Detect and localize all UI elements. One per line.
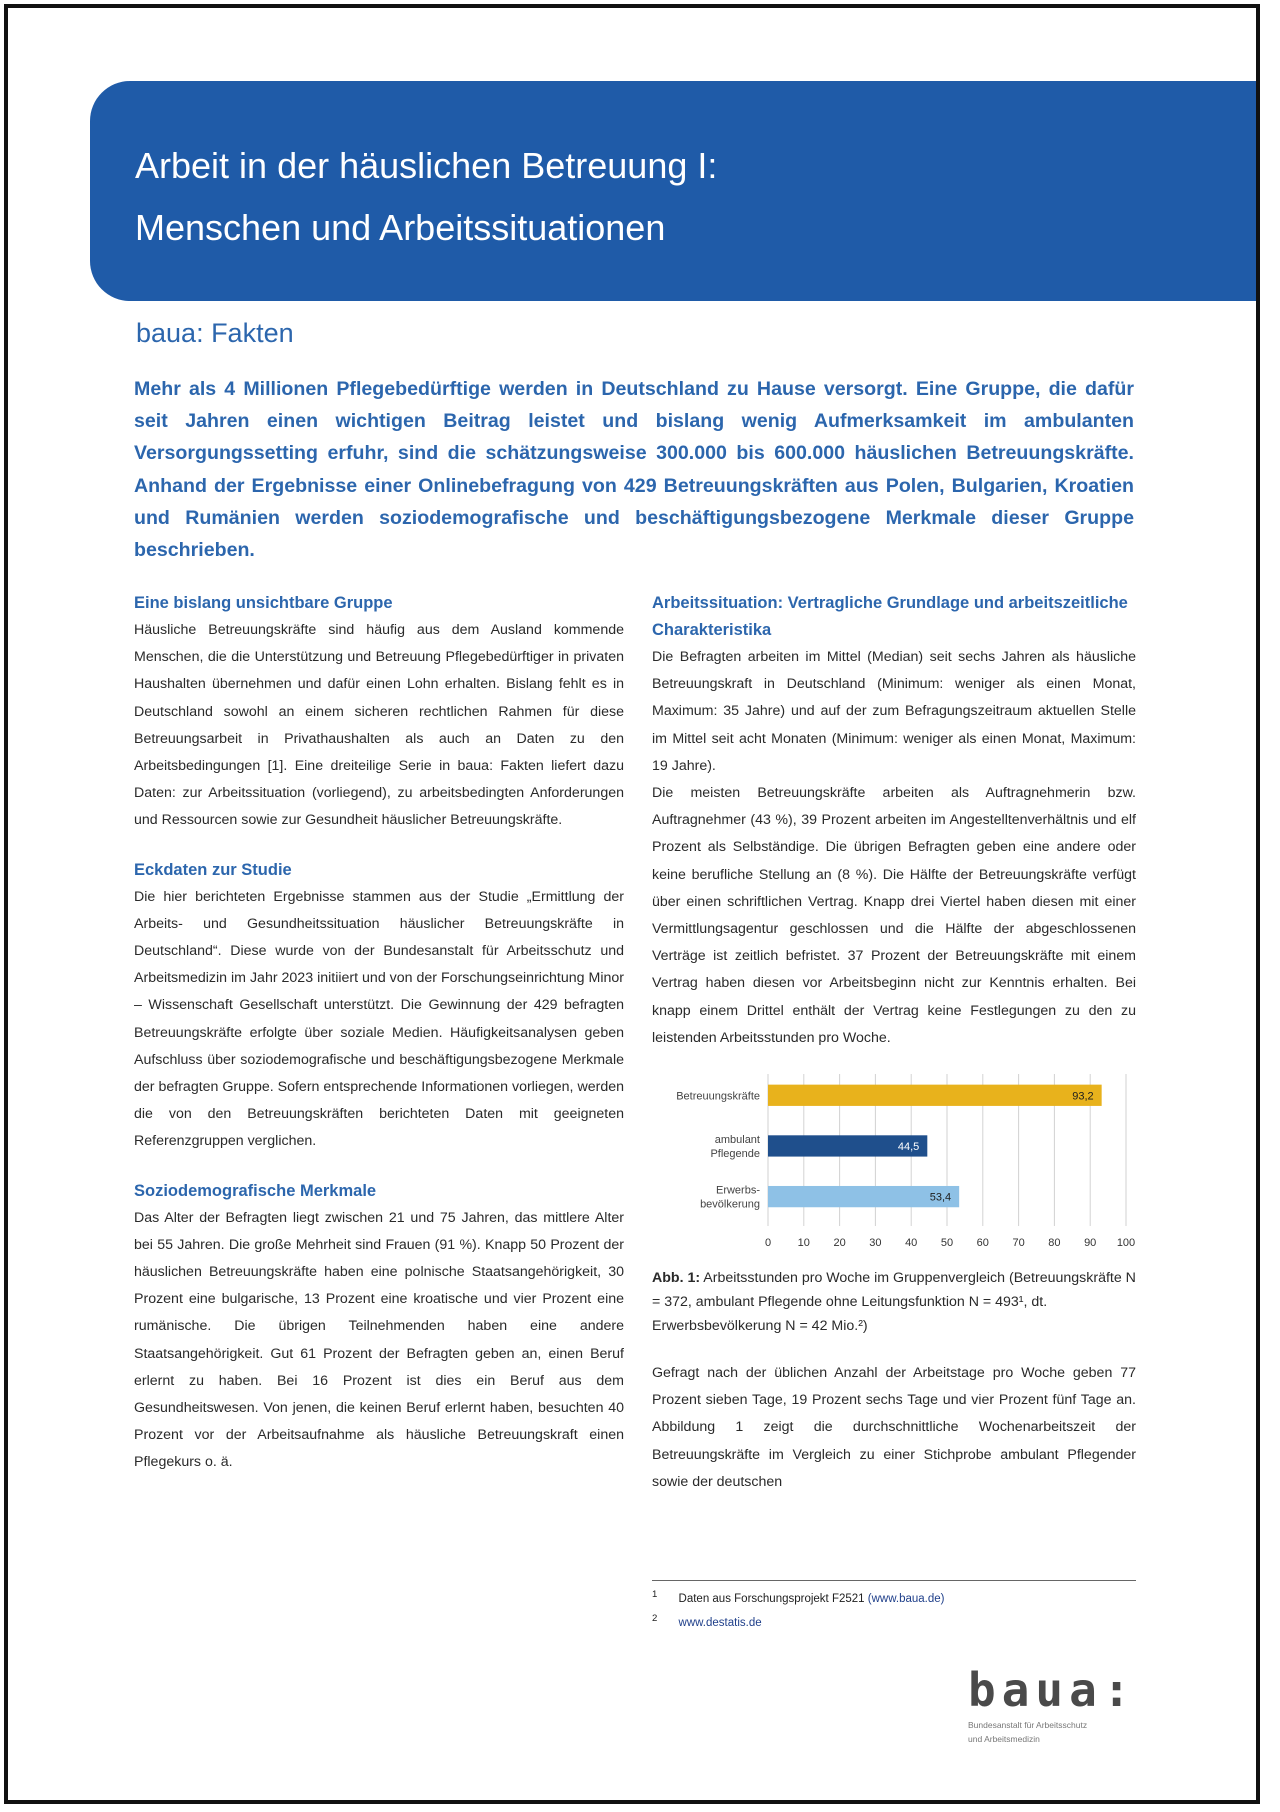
baua-logo [968, 1663, 1138, 1745]
right-column [652, 590, 1136, 1496]
section-heading-eckdaten: Eckdaten zur Studie [134, 860, 292, 879]
left-column [134, 590, 624, 1477]
caption-text: Arbeitsstunden pro Woche im Gruppenvergleich (Betreuungskräfte N = 372, ambulant Pflegende ohne Leitungsfunktion N = 493¹, dt. Erwerbsbevölkerung N = 42 Mio.²) [652, 1270, 1136, 1335]
lead-paragraph: Mehr als 4 Millionen Pflegebedürftige werden in Deutschland zu Hause versorgt. Eine Gruppe, die dafür seit Jahren einen wichtigen Beitrag leistet und bislang wenig Aufmerksamkeit im ambulanten Versorgungssetting erfuhr, sind die schätzungsweise 300.000 bis 600.000 häuslichen Betreuungskräfte. Anhand der Ergebnisse einer Onlinebefragung von 429 Betreuungskräften aus Polen, Bulgarien, Kroatien und Rumänien werden soziodemografische und beschäftigungsbezogene Merkmale dieser Gruppe beschrieben. [134, 378, 1134, 562]
footnote-2 [652, 1609, 1136, 1633]
logo-subtitle-1: Bundesanstalt für Arbeitsschutz [968, 1720, 1088, 1730]
logo-wordmark: baua: [968, 1663, 1137, 1717]
logo-subtitle-2: und Arbeitsmedizin [968, 1734, 1040, 1744]
x-tick-label-40: 40 [905, 1237, 918, 1250]
x-tick-label-30: 30 [869, 1237, 882, 1250]
category-label-1-1: Pflegende [710, 1147, 760, 1160]
x-tick-label-70: 70 [1012, 1237, 1025, 1250]
footnote-2-marker: 2 [652, 1612, 658, 1624]
section-text-arbeitssituation-1: Die Befragten arbeiten im Mittel (Median) seit sechs Jahren als häusliche Betreuungskraft in Deutschland (Minimum: weniger als einen Monat, Maximum: 35 Jahre) und auf der zum Befragungszeitraum aktuellen Stelle im Mittel seit acht Monaten (Minimum: weniger als einen Monat, Maximum: 19 Jahre). [652, 649, 1136, 774]
section-text-arbeitssituation-2: Die meisten Betreuungskräfte arbeiten als Auftragnehmerin bzw. Auftragnehmer (43 %), 39 Prozent arbeiten im Angestelltenverhältnis und elf Prozent als Selbständige. Die übrigen Befragten geben eine andere oder keine berufliche Stellung an (8 %). Die Hälfte der Betreuungskräfte verfügt über einen schriftlichen Vertrag. Knapp drei Viertel haben diesen mit einer Vermittlungsagentur geschlossen und die Hälfte der abgeschlossenen Verträge ist zeitlich befristet. 37 Prozent der Betreuungskräfte mit einem Vertrag haben diesen vor Arbeitsbeginn nicht zur Kenntnis erhalten. Bei knapp einem Drittel enthält der Vertrag keine Festlegungen zu den zu leistenden Arbeitsstunden pro Woche. [652, 785, 1136, 1046]
footnote-1-link[interactable]: (www.baua.de) [867, 1592, 945, 1605]
footnote-1 [652, 1585, 1136, 1609]
section-heading-soziodemografie: Soziodemografische Merkmale [134, 1181, 377, 1200]
x-tick-label-50: 50 [940, 1237, 954, 1250]
title-banner [90, 81, 1260, 301]
x-tick-label-80: 80 [1048, 1237, 1061, 1250]
x-tick-label-10: 10 [797, 1237, 810, 1250]
bar-chart-svg [652, 1070, 1136, 1260]
series-label: baua: Fakten [136, 318, 294, 348]
section-heading-arbeitssituation: Arbeitssituation: Vertragliche Grundlage und arbeitszeitliche Charakteristika [652, 594, 1128, 639]
x-tick-label-90: 90 [1084, 1237, 1097, 1250]
section-text-soziodemografie: Das Alter der Befragten liegt zwischen 21 und 75 Jahren, das mittlere Alter bei 55 Jahren. Die große Mehrheit sind Frauen (91 %). Knapp 50 Prozent der häuslichen Betreuungskräfte haben eine polnische Staatsangehörigkeit, 30 Prozent eine bulgarische, 13 Prozent eine kroatische und vier Prozent eine rumänische. Die übrigen Teilnehmenden haben eine andere Staatsangehörigkeit. Gut 61 Prozent der Befragten geben an, einen Beruf erlernt zu haben. Bei 16 Prozent ist dies ein Beruf aus dem Gesundheitswesen. Von jenen, die keinen Beruf erlernt haben, besuchten 40 Prozent vor der Arbeitsaufnahme als häusliche Betreuungskraft einen Pflegekurs o. ä. [134, 1209, 624, 1471]
x-tick-label-60: 60 [976, 1237, 989, 1250]
figure-caption [652, 1266, 1136, 1338]
category-label-2-0: Erwerbs- [715, 1184, 760, 1197]
data-label-0: 93,2 [1072, 1090, 1094, 1103]
page-frame [4, 4, 1260, 1804]
bar-chart [652, 1070, 1136, 1260]
footnotes [652, 1580, 1136, 1633]
footnote-2-link[interactable]: www.destatis.de [678, 1616, 762, 1629]
x-tick-label-0: 0 [764, 1237, 772, 1250]
section-text-arbeitssituation-3: Gefragt nach der üblichen Anzahl der Arbeitstage pro Woche geben 77 Prozent sieben Tage, 19 Prozent sechs Tage und vier Prozent fünf Tage an. Abbildung 1 zeigt die durchschnittliche Wochenarbeitszeit der Betreuungskräfte im Vergleich zu einer Stichprobe ambulant Pflegender sowie der deutschen [652, 1365, 1136, 1490]
bar-0 [768, 1085, 1102, 1106]
x-tick-label-100: 100 [1116, 1237, 1136, 1250]
page-title [135, 135, 717, 259]
data-label-1: 44,5 [897, 1140, 920, 1153]
title-line-2: Menschen und Arbeitssituationen [135, 207, 666, 248]
x-tick-label-20: 20 [833, 1237, 846, 1250]
section-heading-unsichtbare-gruppe: Eine bislang unsichtbare Gruppe [134, 594, 393, 612]
category-label-0-0: Betreuungskräfte [676, 1090, 760, 1103]
category-label-2-1: bevölkerung [700, 1198, 760, 1211]
footnote-1-text: Daten aus Forschungsprojekt F2521 [678, 1592, 865, 1605]
section-text-unsichtbare-gruppe: Häusliche Betreuungskräfte sind häufig aus dem Ausland kommende Menschen, die die Unterstützung und Betreuung Pflegebedürftiger in privaten Haushalten übernehmen und dafür einen Lohn erhalten. Bislang fehlt es in Deutschland sowohl an einem sicheren rechtlichen Rahmen für diese Betreuungsarbeit in Privathaushalten als auch an Daten zu den Arbeitsbedingungen [1]. Eine dreiteilige Serie in baua: Fakten liefert dazu Daten: zur Arbeitssituation (vorliegend), zu arbeitsbedingten Anforderungen und Ressourcen sowie zur Gesundheit häuslicher Betreuungskräfte. [134, 622, 624, 829]
category-label-1-0: ambulant [714, 1133, 760, 1146]
title-line-1: Arbeit in der häuslichen Betreuung I: [135, 145, 718, 186]
caption-label: Abb. 1: [652, 1270, 701, 1287]
data-label-2: 53,4 [929, 1191, 952, 1204]
footnote-1-marker: 1 [652, 1589, 658, 1600]
section-text-eckdaten: Die hier berichteten Ergebnisse stammen aus der Studie „Ermittlung der Arbeits- und Gesundheitssituation häuslicher Betreuungskräfte in Deutschland“. Diese wurde von der Bundesanstalt für Arbeitsschutz und Arbeitsmedizin im Jahr 2023 initiiert und von der Forschungseinrichtung Minor – Wissenschaft Gesellschaft unterstützt. Die Gewinnung der 429 befragten Betreuungskräfte erfolgte über soziale Medien. Häufigkeitsanalysen geben Aufschluss über soziodemografische und beschäftigungsbezogene Merkmale der befragten Gruppe. Sofern entsprechende Informationen vorliegen, werden die von den Betreuungskräften berichteten Daten mit geeigneten Referenzgruppen verglichen. [134, 888, 624, 1150]
